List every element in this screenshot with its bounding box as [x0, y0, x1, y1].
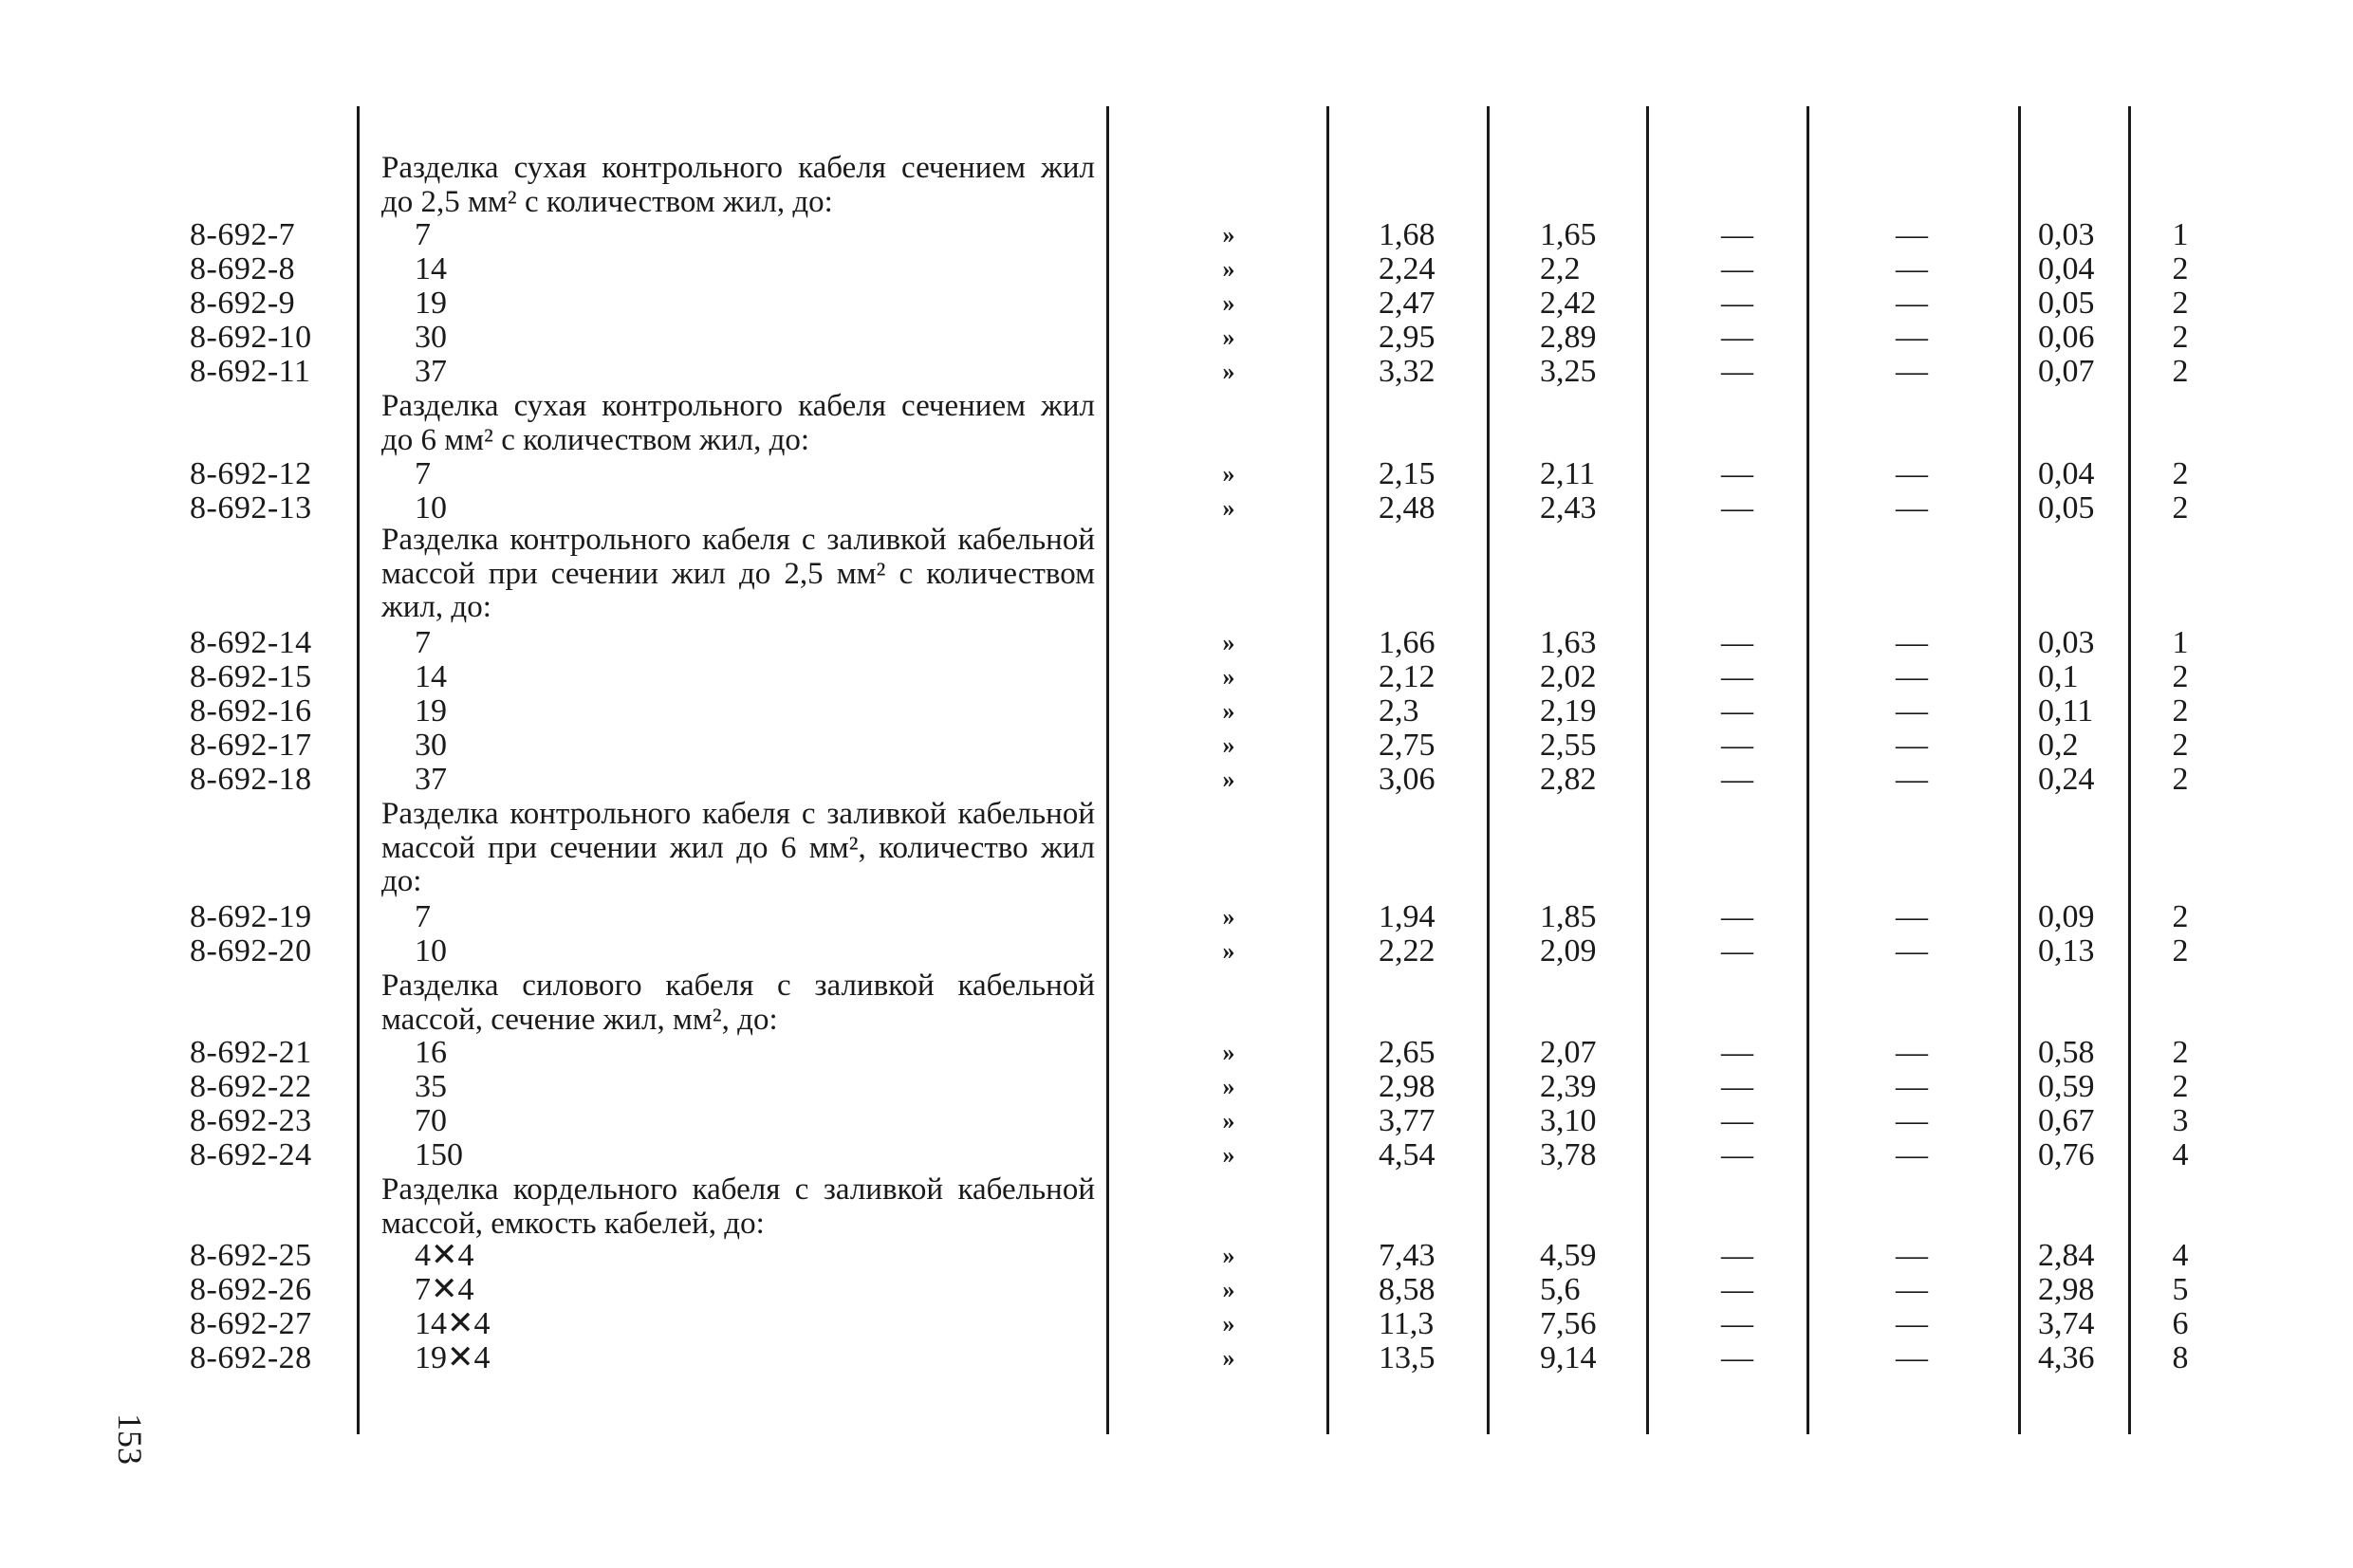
quantity: 30 — [415, 320, 447, 355]
dash-col-3: — — [1721, 456, 1753, 491]
norm-code: 8-692-9 — [190, 286, 296, 321]
dash-col-3: — — [1721, 354, 1753, 389]
dash-col-4: — — [1896, 1272, 1928, 1307]
quantity: 7 — [415, 625, 431, 660]
norm-code: 8-692-16 — [190, 693, 312, 729]
table-row — [0, 1104, 2353, 1138]
quantity: 10 — [415, 490, 447, 526]
table-row — [0, 491, 2353, 526]
quantity: 4✕4 — [415, 1238, 474, 1273]
table-row — [0, 355, 2353, 389]
quantity: 7 — [415, 456, 431, 491]
value-col-5: 0,05 — [2038, 490, 2095, 526]
value-col-2: 3,25 — [1540, 354, 1597, 389]
value-col-6: 2 — [2172, 762, 2189, 797]
dash-col-4: — — [1896, 217, 1928, 252]
table-row — [0, 1036, 2353, 1070]
value-col-1: 2,48 — [1379, 490, 1436, 526]
value-col-5: 0,2 — [2038, 728, 2079, 763]
value-col-1: 7,43 — [1379, 1238, 1436, 1273]
value-col-2: 3,10 — [1540, 1103, 1597, 1138]
dash-col-3: — — [1721, 762, 1753, 797]
dash-col-3: — — [1721, 217, 1753, 252]
table-row — [0, 694, 2353, 729]
dash-col-4: — — [1896, 286, 1928, 321]
unit-mark: » — [1222, 255, 1235, 283]
table-row — [0, 934, 2353, 968]
value-col-5: 0,1 — [2038, 659, 2079, 694]
dash-col-3: — — [1721, 933, 1753, 968]
value-col-2: 2,89 — [1540, 320, 1597, 355]
norm-code: 8-692-26 — [190, 1272, 312, 1307]
unit-mark: » — [1222, 1242, 1235, 1269]
table-row — [0, 457, 2353, 491]
dash-col-4: — — [1896, 320, 1928, 355]
value-col-6: 1 — [2172, 217, 2189, 252]
value-col-6: 6 — [2172, 1306, 2189, 1341]
dash-col-4: — — [1896, 1137, 1928, 1172]
norm-code: 8-692-27 — [190, 1306, 312, 1341]
value-col-5: 0,07 — [2038, 354, 2095, 389]
dash-col-4: — — [1896, 933, 1928, 968]
unit-mark: » — [1222, 937, 1235, 965]
dash-col-4: — — [1896, 625, 1928, 660]
value-col-1: 2,65 — [1379, 1035, 1436, 1070]
value-col-6: 4 — [2172, 1137, 2189, 1172]
value-col-5: 0,59 — [2038, 1069, 2095, 1104]
value-col-1: 3,77 — [1379, 1103, 1436, 1138]
value-col-1: 3,32 — [1379, 354, 1436, 389]
table-row — [0, 1138, 2353, 1172]
dash-col-4: — — [1896, 899, 1928, 934]
table-row — [0, 252, 2353, 286]
table-row — [0, 660, 2353, 694]
value-col-6: 2 — [2172, 251, 2189, 286]
value-col-2: 2,02 — [1540, 659, 1597, 694]
value-col-1: 4,54 — [1379, 1137, 1436, 1172]
value-col-1: 2,22 — [1379, 933, 1436, 968]
quantity: 14 — [415, 251, 447, 286]
unit-mark: » — [1222, 663, 1235, 691]
quantity: 30 — [415, 728, 447, 763]
unit-mark: » — [1222, 1107, 1235, 1134]
unit-mark: » — [1222, 494, 1235, 522]
dash-col-3: — — [1721, 1272, 1753, 1307]
norm-code: 8-692-15 — [190, 659, 312, 694]
group-description: Разделка кордельного кабеля с заливкой кабельной массой, емкость кабелей, до: — [381, 1172, 1095, 1241]
norm-code: 8-692-18 — [190, 762, 312, 797]
table-row — [0, 1070, 2353, 1104]
value-col-6: 2 — [2172, 933, 2189, 968]
dash-col-3: — — [1721, 1069, 1753, 1104]
dash-col-4: — — [1896, 693, 1928, 729]
value-col-1: 2,15 — [1379, 456, 1436, 491]
value-col-6: 2 — [2172, 456, 2189, 491]
norm-code: 8-692-13 — [190, 490, 312, 526]
value-col-6: 5 — [2172, 1272, 2189, 1307]
dash-col-3: — — [1721, 1137, 1753, 1172]
quantity: 7✕4 — [415, 1272, 474, 1307]
value-col-6: 3 — [2172, 1103, 2189, 1138]
unit-mark: » — [1222, 629, 1235, 656]
value-col-5: 2,98 — [2038, 1272, 2095, 1307]
dash-col-4: — — [1896, 1103, 1928, 1138]
value-col-5: 0,06 — [2038, 320, 2095, 355]
value-col-5: 0,03 — [2038, 217, 2095, 252]
norm-code: 8-692-10 — [190, 320, 312, 355]
dash-col-3: — — [1721, 1035, 1753, 1070]
value-col-6: 2 — [2172, 728, 2189, 763]
dash-col-4: — — [1896, 728, 1928, 763]
value-col-5: 0,09 — [2038, 899, 2095, 934]
dash-col-4: — — [1896, 762, 1928, 797]
norm-code: 8-692-14 — [190, 625, 312, 660]
dash-col-4: — — [1896, 354, 1928, 389]
value-col-5: 0,67 — [2038, 1103, 2095, 1138]
quantity: 150 — [415, 1137, 463, 1172]
dash-col-3: — — [1721, 728, 1753, 763]
unit-mark: » — [1222, 1073, 1235, 1100]
dash-col-3: — — [1721, 659, 1753, 694]
dash-col-3: — — [1721, 286, 1753, 321]
norm-code: 8-692-17 — [190, 728, 312, 763]
unit-mark: » — [1222, 697, 1235, 725]
dash-col-3: — — [1721, 625, 1753, 660]
table-row — [0, 1307, 2353, 1341]
value-col-5: 4,36 — [2038, 1340, 2095, 1375]
norm-code: 8-692-28 — [190, 1340, 312, 1375]
value-col-6: 2 — [2172, 1069, 2189, 1104]
value-col-5: 0,76 — [2038, 1137, 2095, 1172]
quantity: 7 — [415, 899, 431, 934]
norm-code: 8-692-20 — [190, 933, 312, 968]
quantity: 19 — [415, 693, 447, 729]
value-col-6: 1 — [2172, 625, 2189, 660]
table-row — [0, 763, 2353, 797]
value-col-1: 2,47 — [1379, 286, 1436, 321]
norm-code: 8-692-22 — [190, 1069, 312, 1104]
value-col-2: 2,42 — [1540, 286, 1597, 321]
value-col-2: 1,85 — [1540, 899, 1597, 934]
quantity: 37 — [415, 354, 447, 389]
dash-col-4: — — [1896, 456, 1928, 491]
unit-mark: » — [1222, 358, 1235, 385]
value-col-2: 2,82 — [1540, 762, 1597, 797]
group-description: Разделка контрольного кабеля с заливкой кабельной массой при сечении жил до 2,5 мм² с количеством жил, до: — [381, 523, 1095, 624]
value-col-2: 2,07 — [1540, 1035, 1597, 1070]
norm-code: 8-692-11 — [190, 354, 311, 389]
value-col-6: 2 — [2172, 320, 2189, 355]
unit-mark: » — [1222, 766, 1235, 793]
table-row — [0, 729, 2353, 763]
value-col-2: 2,55 — [1540, 728, 1597, 763]
norm-code: 8-692-19 — [190, 899, 312, 934]
value-col-2: 3,78 — [1540, 1137, 1597, 1172]
value-col-1: 1,94 — [1379, 899, 1436, 934]
quantity: 16 — [415, 1035, 447, 1070]
quantity: 70 — [415, 1103, 447, 1138]
value-col-6: 2 — [2172, 693, 2189, 729]
page-number: 153 — [111, 1413, 149, 1465]
table-row — [0, 900, 2353, 934]
quantity: 35 — [415, 1069, 447, 1104]
value-col-6: 2 — [2172, 899, 2189, 934]
unit-mark: » — [1222, 1276, 1235, 1303]
dash-col-4: — — [1896, 659, 1928, 694]
dash-col-4: — — [1896, 251, 1928, 286]
quantity: 19 — [415, 286, 447, 321]
value-col-2: 2,43 — [1540, 490, 1597, 526]
value-col-2: 5,6 — [1540, 1272, 1581, 1307]
dash-col-3: — — [1721, 899, 1753, 934]
value-col-1: 8,58 — [1379, 1272, 1436, 1307]
quantity: 10 — [415, 933, 447, 968]
unit-mark: » — [1222, 460, 1235, 488]
quantity: 14✕4 — [415, 1306, 491, 1341]
value-col-5: 2,84 — [2038, 1238, 2095, 1273]
value-col-2: 2,11 — [1540, 456, 1596, 491]
value-col-5: 0,04 — [2038, 251, 2095, 286]
value-col-1: 11,3 — [1379, 1306, 1435, 1341]
value-col-2: 2,39 — [1540, 1069, 1597, 1104]
table-row — [0, 1273, 2353, 1307]
unit-mark: » — [1222, 903, 1235, 931]
table-row — [0, 1341, 2353, 1375]
value-col-1: 2,98 — [1379, 1069, 1436, 1104]
unit-mark: » — [1222, 323, 1235, 351]
unit-mark: » — [1222, 1310, 1235, 1337]
value-col-5: 0,13 — [2038, 933, 2095, 968]
value-col-6: 4 — [2172, 1238, 2189, 1273]
unit-mark: » — [1222, 1344, 1235, 1372]
value-col-2: 1,65 — [1540, 217, 1597, 252]
table-row — [0, 218, 2353, 252]
value-col-1: 2,24 — [1379, 251, 1436, 286]
quantity: 14 — [415, 659, 447, 694]
unit-mark: » — [1222, 221, 1235, 249]
value-col-2: 1,63 — [1540, 625, 1597, 660]
dash-col-4: — — [1896, 1069, 1928, 1104]
table-row — [0, 286, 2353, 321]
value-col-1: 1,68 — [1379, 217, 1436, 252]
norm-code: 8-692-24 — [190, 1137, 312, 1172]
value-col-1: 3,06 — [1379, 762, 1436, 797]
quantity: 37 — [415, 762, 447, 797]
value-col-1: 2,3 — [1379, 693, 1419, 729]
value-col-5: 0,05 — [2038, 286, 2095, 321]
group-description: Разделка сухая контрольного кабеля сечением жил до 2,5 мм² с количеством жил, до: — [381, 151, 1095, 219]
dash-col-4: — — [1896, 490, 1928, 526]
value-col-2: 2,09 — [1540, 933, 1597, 968]
norm-code: 8-692-25 — [190, 1238, 312, 1273]
dash-col-4: — — [1896, 1035, 1928, 1070]
group-description: Разделка контрольного кабеля с заливкой кабельной массой при сечении жил до 6 мм², количество жил до: — [381, 797, 1095, 898]
value-col-5: 0,24 — [2038, 762, 2095, 797]
value-col-2: 2,19 — [1540, 693, 1597, 729]
value-col-6: 2 — [2172, 286, 2189, 321]
dash-col-3: — — [1721, 251, 1753, 286]
value-col-5: 0,58 — [2038, 1035, 2095, 1070]
value-col-6: 2 — [2172, 490, 2189, 526]
group-description: Разделка силового кабеля с заливкой кабельной массой, сечение жил, мм², до: — [381, 968, 1095, 1037]
value-col-5: 0,04 — [2038, 456, 2095, 491]
norm-code: 8-692-12 — [190, 456, 312, 491]
value-col-6: 8 — [2172, 1340, 2189, 1375]
unit-mark: » — [1222, 1039, 1235, 1066]
value-col-5: 0,11 — [2038, 693, 2094, 729]
value-col-2: 7,56 — [1540, 1306, 1597, 1341]
dash-col-3: — — [1721, 1103, 1753, 1138]
dash-col-3: — — [1721, 320, 1753, 355]
value-col-5: 3,74 — [2038, 1306, 2095, 1341]
norm-code: 8-692-23 — [190, 1103, 312, 1138]
value-col-1: 2,95 — [1379, 320, 1436, 355]
table-row — [0, 1239, 2353, 1273]
value-col-1: 1,66 — [1379, 625, 1436, 660]
value-col-1: 2,75 — [1379, 728, 1436, 763]
quantity: 19✕4 — [415, 1340, 491, 1375]
dash-col-4: — — [1896, 1340, 1928, 1375]
norm-code: 8-692-21 — [190, 1035, 312, 1070]
norm-code: 8-692-7 — [190, 217, 296, 252]
norm-code: 8-692-8 — [190, 251, 296, 286]
unit-mark: » — [1222, 731, 1235, 759]
dash-col-4: — — [1896, 1238, 1928, 1273]
value-col-2: 4,59 — [1540, 1238, 1597, 1273]
group-description: Разделка сухая контрольного кабеля сечением жил до 6 мм² с количеством жил, до: — [381, 389, 1095, 457]
value-col-6: 2 — [2172, 354, 2189, 389]
table-row — [0, 321, 2353, 355]
dash-col-3: — — [1721, 490, 1753, 526]
dash-col-3: — — [1721, 693, 1753, 729]
dash-col-3: — — [1721, 1306, 1753, 1341]
dash-col-4: — — [1896, 1306, 1928, 1341]
dash-col-3: — — [1721, 1238, 1753, 1273]
value-col-2: 2,2 — [1540, 251, 1581, 286]
value-col-6: 2 — [2172, 659, 2189, 694]
value-col-6: 2 — [2172, 1035, 2189, 1070]
value-col-2: 9,14 — [1540, 1340, 1597, 1375]
unit-mark: » — [1222, 289, 1235, 317]
value-col-1: 2,12 — [1379, 659, 1436, 694]
value-col-1: 13,5 — [1379, 1340, 1436, 1375]
unit-mark: » — [1222, 1141, 1235, 1169]
quantity: 7 — [415, 217, 431, 252]
table-row — [0, 626, 2353, 660]
dash-col-3: — — [1721, 1340, 1753, 1375]
value-col-5: 0,03 — [2038, 625, 2095, 660]
